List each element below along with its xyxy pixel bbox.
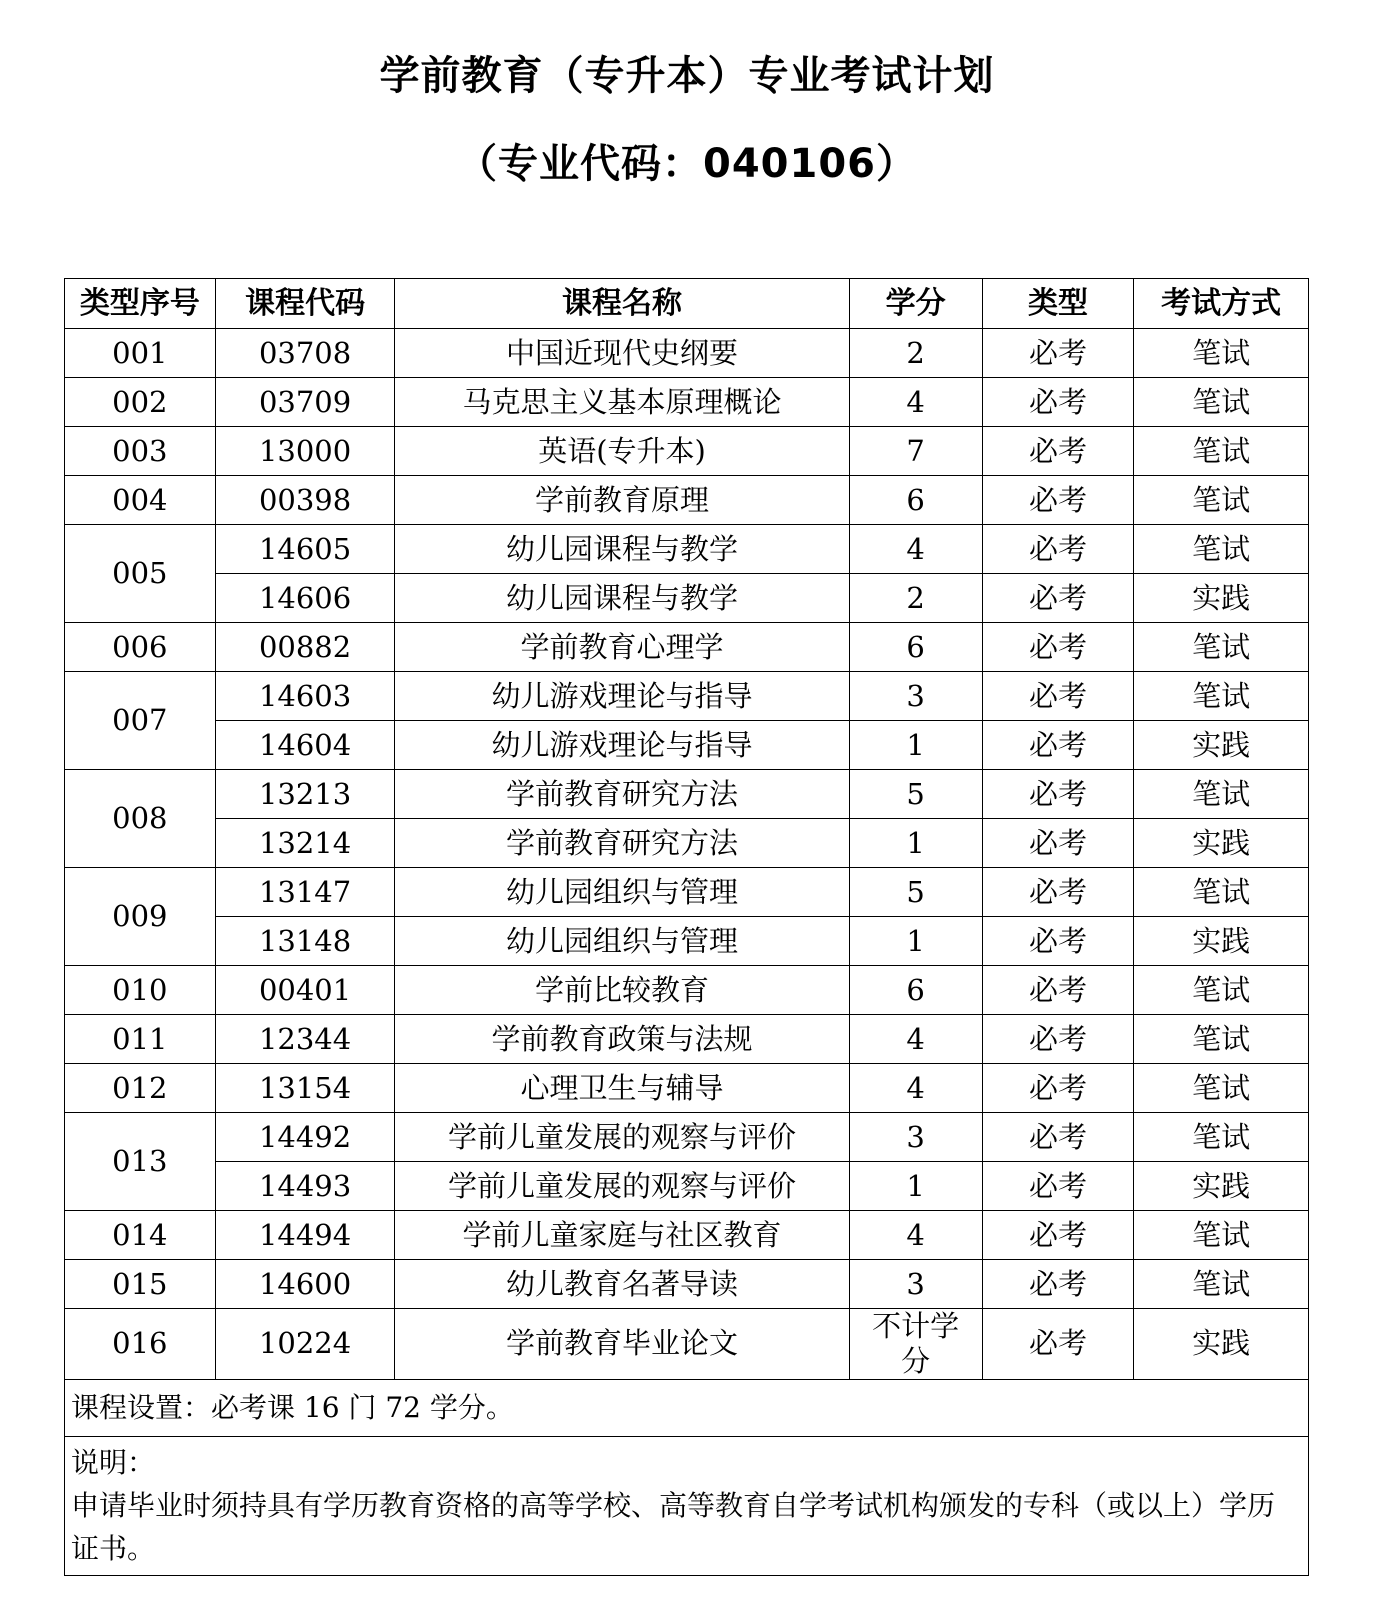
course-code: 13148 (215, 917, 395, 966)
course-type: 必考 (982, 1064, 1134, 1113)
course-name: 幼儿游戏理论与指导 (395, 672, 849, 721)
exam-mode: 实践 (1134, 721, 1309, 770)
table-row (65, 574, 1309, 623)
exam-mode: 笔试 (1134, 1064, 1309, 1113)
header-seq: 类型序号 (65, 279, 216, 329)
course-code: 14493 (215, 1162, 395, 1211)
table-row (65, 721, 1309, 770)
type-seq: 005 (65, 525, 216, 623)
table-row (65, 1015, 1309, 1064)
course-code: 14606 (215, 574, 395, 623)
course-credit: 4 (849, 1015, 982, 1064)
course-summary: 课程设置：必考课 16 门 72 学分。 (65, 1379, 1309, 1436)
course-code: 14604 (215, 721, 395, 770)
type-seq: 002 (65, 378, 216, 427)
exam-mode: 笔试 (1134, 966, 1309, 1015)
course-name: 中国近现代史纲要 (395, 329, 849, 378)
course-code: 03709 (215, 378, 395, 427)
course-code: 03708 (215, 329, 395, 378)
notes-cell (65, 1436, 1309, 1575)
course-credit: 5 (849, 770, 982, 819)
table-row (65, 378, 1309, 427)
exam-plan-table (64, 278, 1309, 1576)
table-row (65, 329, 1309, 378)
type-seq: 003 (65, 427, 216, 476)
exam-mode: 实践 (1134, 917, 1309, 966)
table-row (65, 427, 1309, 476)
type-seq: 009 (65, 868, 216, 966)
exam-mode: 实践 (1134, 819, 1309, 868)
course-type: 必考 (982, 672, 1134, 721)
type-seq: 013 (65, 1113, 216, 1211)
course-credit: 不计学分 (849, 1309, 982, 1380)
course-name: 学前儿童家庭与社区教育 (395, 1211, 849, 1260)
course-type: 必考 (982, 1260, 1134, 1309)
course-type: 必考 (982, 1309, 1134, 1380)
course-name: 马克思主义基本原理概论 (395, 378, 849, 427)
course-name: 学前儿童发展的观察与评价 (395, 1113, 849, 1162)
course-name: 心理卫生与辅导 (395, 1064, 849, 1113)
type-seq: 015 (65, 1260, 216, 1309)
course-credit: 3 (849, 1260, 982, 1309)
course-code: 00882 (215, 623, 395, 672)
course-type: 必考 (982, 1211, 1134, 1260)
course-code: 14605 (215, 525, 395, 574)
course-code: 14603 (215, 672, 395, 721)
course-type: 必考 (982, 1113, 1134, 1162)
table-row (65, 966, 1309, 1015)
header-code: 课程代码 (215, 279, 395, 329)
table-row (65, 917, 1309, 966)
type-seq: 007 (65, 672, 216, 770)
course-credit: 3 (849, 1113, 982, 1162)
type-seq: 004 (65, 476, 216, 525)
page-title: 学前教育（专升本）专业考试计划 (379, 53, 995, 99)
course-credit: 1 (849, 721, 982, 770)
course-credit: 6 (849, 476, 982, 525)
exam-mode: 笔试 (1134, 672, 1309, 721)
course-code: 13214 (215, 819, 395, 868)
type-seq: 011 (65, 1015, 216, 1064)
course-type: 必考 (982, 1162, 1134, 1211)
table-row (65, 1211, 1309, 1260)
type-seq: 008 (65, 770, 216, 868)
course-credit: 5 (849, 868, 982, 917)
course-type: 必考 (982, 427, 1134, 476)
course-credit: 2 (849, 574, 982, 623)
course-name: 英语(专升本) (395, 427, 849, 476)
course-credit: 1 (849, 1162, 982, 1211)
course-credit: 6 (849, 623, 982, 672)
course-code: 00401 (215, 966, 395, 1015)
table-row (65, 623, 1309, 672)
exam-mode: 笔试 (1134, 623, 1309, 672)
notes-row (65, 1436, 1309, 1575)
course-type: 必考 (982, 917, 1134, 966)
header-type: 类型 (982, 279, 1134, 329)
course-name: 学前比较教育 (395, 966, 849, 1015)
type-seq: 001 (65, 329, 216, 378)
exam-mode: 笔试 (1134, 1015, 1309, 1064)
course-credit: 1 (849, 917, 982, 966)
course-credit: 6 (849, 966, 982, 1015)
type-seq: 012 (65, 1064, 216, 1113)
course-code: 13147 (215, 868, 395, 917)
major-code-subtitle: （专业代码：040106） (457, 141, 917, 187)
course-name: 学前教育原理 (395, 476, 849, 525)
table-row (65, 525, 1309, 574)
course-name: 幼儿园课程与教学 (395, 525, 849, 574)
notes-label: 说明： (71, 1445, 156, 1479)
course-name: 学前儿童发展的观察与评价 (395, 1162, 849, 1211)
exam-mode: 实践 (1134, 1162, 1309, 1211)
course-type: 必考 (982, 868, 1134, 917)
course-name: 学前教育研究方法 (395, 819, 849, 868)
course-name: 幼儿园课程与教学 (395, 574, 849, 623)
table-body (65, 329, 1309, 1380)
exam-mode: 笔试 (1134, 329, 1309, 378)
course-type: 必考 (982, 966, 1134, 1015)
type-seq: 010 (65, 966, 216, 1015)
course-type: 必考 (982, 574, 1134, 623)
exam-mode: 实践 (1134, 574, 1309, 623)
header-mode: 考试方式 (1134, 279, 1309, 329)
course-name: 幼儿教育名著导读 (395, 1260, 849, 1309)
header-name: 课程名称 (395, 279, 849, 329)
exam-mode: 笔试 (1134, 525, 1309, 574)
summary-row (65, 1379, 1309, 1436)
course-code: 13000 (215, 427, 395, 476)
course-code: 10224 (215, 1309, 395, 1380)
course-code: 13154 (215, 1064, 395, 1113)
notes-text: 申请毕业时须持具有学历教育资格的高等学校、高等教育自学考试机构颁发的专科（或以上）学历证书。 (71, 1488, 1276, 1566)
course-type: 必考 (982, 1015, 1134, 1064)
course-type: 必考 (982, 721, 1134, 770)
table-row (65, 868, 1309, 917)
exam-mode: 笔试 (1134, 427, 1309, 476)
course-name: 幼儿园组织与管理 (395, 917, 849, 966)
exam-mode: 笔试 (1134, 868, 1309, 917)
exam-mode: 笔试 (1134, 1113, 1309, 1162)
table-row (65, 1162, 1309, 1211)
exam-mode: 笔试 (1134, 770, 1309, 819)
course-credit: 4 (849, 1064, 982, 1113)
course-type: 必考 (982, 770, 1134, 819)
course-credit: 4 (849, 525, 982, 574)
exam-mode: 笔试 (1134, 1260, 1309, 1309)
table-row (65, 476, 1309, 525)
course-code: 13213 (215, 770, 395, 819)
course-type: 必考 (982, 819, 1134, 868)
course-credit: 4 (849, 1211, 982, 1260)
course-code: 14492 (215, 1113, 395, 1162)
course-credit: 4 (849, 378, 982, 427)
exam-mode: 笔试 (1134, 476, 1309, 525)
course-type: 必考 (982, 525, 1134, 574)
course-code: 00398 (215, 476, 395, 525)
course-credit: 1 (849, 819, 982, 868)
table-row (65, 770, 1309, 819)
exam-mode: 笔试 (1134, 378, 1309, 427)
type-seq: 016 (65, 1309, 216, 1380)
course-type: 必考 (982, 623, 1134, 672)
course-code: 14600 (215, 1260, 395, 1309)
type-seq: 006 (65, 623, 216, 672)
table-row (65, 1260, 1309, 1309)
table-row (65, 1309, 1309, 1380)
course-code: 14494 (215, 1211, 395, 1260)
course-code: 12344 (215, 1015, 395, 1064)
course-name: 学前教育毕业论文 (395, 1309, 849, 1380)
table-row (65, 819, 1309, 868)
course-name: 学前教育研究方法 (395, 770, 849, 819)
course-credit: 2 (849, 329, 982, 378)
header-credit: 学分 (849, 279, 982, 329)
table-row (65, 1113, 1309, 1162)
course-type: 必考 (982, 476, 1134, 525)
course-credit: 7 (849, 427, 982, 476)
course-type: 必考 (982, 378, 1134, 427)
course-credit: 3 (849, 672, 982, 721)
table-row (65, 1064, 1309, 1113)
course-name: 幼儿园组织与管理 (395, 868, 849, 917)
course-name: 幼儿游戏理论与指导 (395, 721, 849, 770)
course-name: 学前教育政策与法规 (395, 1015, 849, 1064)
exam-mode: 笔试 (1134, 1211, 1309, 1260)
type-seq: 014 (65, 1211, 216, 1260)
course-name: 学前教育心理学 (395, 623, 849, 672)
table-row (65, 672, 1309, 721)
table-header-row (65, 279, 1309, 329)
course-type: 必考 (982, 329, 1134, 378)
exam-mode: 实践 (1134, 1309, 1309, 1380)
